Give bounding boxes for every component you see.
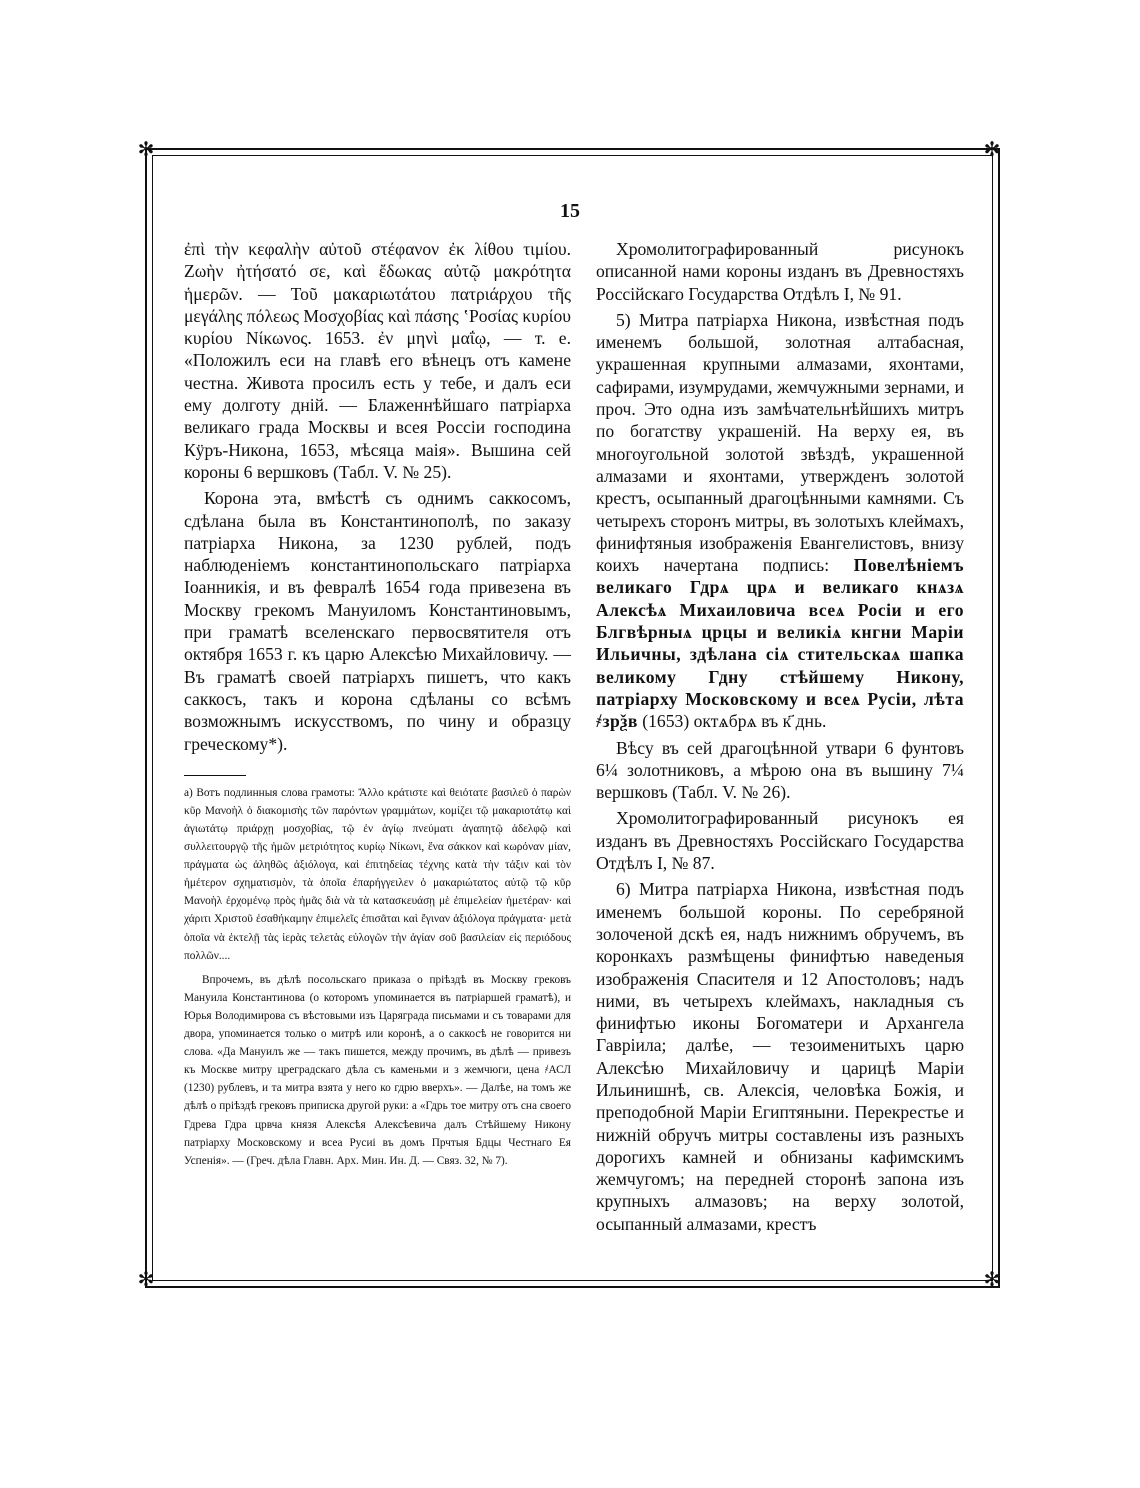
paragraph: Вѣсу въ сей драгоцѣнной утвари 6 фунтовъ 6¼ золотниковъ, а мѣрою она въ вышину 7¼ вершковъ (Табл. V. № 26). xyxy=(596,737,964,803)
page-number: 15 xyxy=(560,200,580,222)
paragraph: Хромолитографированный рисунокъ описанной нами короны изданъ въ Древностяхъ Россійскаго Государства Отдѣлъ I, № 91. xyxy=(596,239,964,304)
paragraph: ἐπὶ τὴν κεφαλὴν αὐτοῦ στέφανον ἐκ λίθου τιμίου. Ζωὴν ἠτήσατό σε, καὶ ἔδωκας αὐτῷ μακρότητα ἡμερῶν. — Τοῦ μακαριωτάτου πατριάρχου τῆς μεγάλης πόλεως Μοσχοβίας καὶ πάσης ʽΡοσίας κυρίου κυρίου Νίκωνος. 1653. ἐν μηνὶ μαΐῳ, — т. е. «Положилъ еси на главѣ его вѣнецъ отъ камене честна. Живота просилъ есть у тебе, и далъ еси ему долготу дній. — Блаженнѣйшаго патріарха великаго града Москвы и всея Россіи господина Кӱръ-Никона, 1653, мѣсяца маія». Вышина сей короны 6 вершковъ (Табл. V. № 25). xyxy=(184,239,571,482)
corner-ornament-icon: ✻ xyxy=(137,137,155,161)
corner-ornament-icon: ✻ xyxy=(983,1267,1001,1291)
footnotes xyxy=(184,784,571,1170)
paragraph-text: (1653) октѧбрѧ въ к҃ днь. xyxy=(642,711,827,732)
paragraph-text: 5) Митра патріарха Никона, извѣстная подъ именемъ большой, золотная алтабасная, украшенная крупными алмазами, яхонтами, сафирами, изумрудами, жемчужными зернами, и проч. Это одна изъ замѣчательнѣйшихъ митръ по богатству украшеній. На верху ея, въ многоугольной золотой звѣздѣ, украшенной алмазами и яхонтами, утвержденъ золотой крестъ, осыпанный драгоцѣнными камнями. Съ четырехъ сторонъ митры, въ золотыхъ клеймахъ, финифтяныя изображенія Евангелистовъ, внизу коихъ начертана подпись: xyxy=(596,309,964,576)
left-body xyxy=(184,238,571,755)
paragraph xyxy=(596,309,964,733)
paragraph: 6) Митра патріарха Никона, извѣстная подъ именемъ большой короны. По серебряной золоченой дскѣ ея, надъ нижнимъ обручемъ, въ коронкахъ размѣщены финифтью наведеныя изображенія Спасителя и 12 Апостоловъ; надъ ними, въ четырехъ клеймахъ, накладныя съ финифтью иконы Богоматери и Архангела Гавріила; далѣе, — тезоименитыхъ царю Алексѣю Михайловичу и царицѣ Маріи Ильинишнѣ, св. Алексія, человѣка Божія, и преподобной Маріи Египтяныни. Перекрестье и нижній обручъ митры составлены изъ разныхъ дорогихъ камней и обнизаны кафимскимъ жемчугомъ; на передней сторонѣ запона изъ крупныхъ алмазовъ; на верху золотой, осыпанный алмазами, крестъ xyxy=(596,879,964,1234)
paragraph: Корона эта, вмѣстѣ съ однимъ саккосомъ, сдѣлана была въ Константинополѣ, по заказу патріарха Никона, за 1230 рублей, подъ наблюденіемъ константинопольскаго патріарха Іоанникія, и въ февралѣ 1654 года привезена въ Москву грекомъ Мануиломъ Константиновымъ, при граматѣ вселенскаго первосвятителя отъ октября 1653 г. къ царю Алексѣю Михайловичу. — Въ граматѣ своей патріархъ пишетъ, что какъ саккосъ, такъ и корона сдѣланы со всѣмъ возможнымъ искусствомъ, по чину и образцу греческому*). xyxy=(184,488,571,754)
footnote: а) Вотъ подлинныя слова грамоты: Ἄλλο κράτιστε καὶ θειότατε βασιλεῦ ὁ παρὼν κῦρ Μανοὴλ ὁ διακομισὴς τῶν παρόντων γραμμάτων, κομίζει τῷ μακαριοτάτῳ καὶ ἁγιωτάτῳ πριάρχῃ μοσχοβίας, τῷ ἐν ἁγίῳ πνεύματι ἀγαπητῷ ἀδελφῷ καὶ συλλειτουργῷ τῆς ἡμῶν μετριότητος κυρίῳ Νίκωνι, ἕνα σάκκον καὶ κωρόναν μίαν, πράγματα ὡς ἀληθῶς ἀξιόλογα, καὶ ἐπιτηδείας τέχνης κατὰ τὴν τάξιν καὶ τὸν ἡμέτερον σχηματισμὸν, τὰ ὁποῖα ἐπαρήγγειλεν ὁ μακαριώτατος αὐτῷ τῷ κῦρ Μανοὴλ ἐρχομένῳ πρὸς ἡμᾶς διὰ νὰ τὰ κατασκευάσῃ μὲ ἐπιμελείαν ἡμετέραν· καὶ χάριτι Χριστοῦ ἐσαθήκαμην ἐπιμελεῖς ἐπισᾶται καὶ ἔγιναν ἀξιόλογα πράγματα· μετὰ ὁποῖα νὰ ἐκτελῇ τὰς ἱερὰς τελετὰς εὐλογῶν τὴν ἁγίαν σοῦ βασιλείαν εἰς περιόδους πολλῶν.... xyxy=(184,786,571,962)
slavonic-inscription: Повелѣніемъ великаго Гдрѧ црѧ и великаго кнѧзѧ Алексѣѧ Михаиловича всеѧ Росіи и его Блгвѣрныѧ црцы и великіѧ кнгни Маріи Ильичны, здѣлана сіѧ стительскаѧ шапка великому Гдну стѣйшему Никону, патріарху Московскому и всеѧ Русіи, лѣта ҂зрѯв xyxy=(596,555,964,732)
right-body xyxy=(596,238,964,1235)
left-column xyxy=(184,238,571,1170)
footnote-divider xyxy=(184,775,246,776)
footnote: Впрочемъ, въ дѣлѣ посольскаго приказа о пріѣздѣ въ Москву грековъ Мануила Константинова (о которомъ упоминается въ патріаршей граматѣ), и Юрья Володимирова съ вѣстовыми изъ Царяграда письмами и съ товарами для двора, упоминается только о митрѣ или коронѣ, а о саккосѣ не говорится ни слова. «Да Мануилъ же — такъ пишется, между прочимъ, въ дѣлѣ — привезъ къ Москве митру цреградскаго дѣла съ каменьми и з жемчюги, цена ҂АСЛ (1230) рублевъ, и та митра взята у него ко гдрю вверхъ». — Далѣе, на томъ же дѣлѣ о пріѣздѣ грековъ приписка другой руки: а «Гдрь тое митру отъ сна своего Гдрева Гдра црвча князя Алексѣя Алексѣевича далъ Стѣйшему Никону патріарху Московскому и всеа Русиі въ домъ Прчтыя Бдцы Честнаго Ея Успенія». — (Греч. дѣла Главн. Арх. Мин. Ин. Д. — Связ. 32, № 7). xyxy=(184,973,571,1167)
paragraph: Хромолитографированный рисунокъ ея изданъ въ Древностяхъ Россійскаго Государства Отдѣлъ I, № 87. xyxy=(596,808,964,874)
right-column xyxy=(596,238,964,1235)
corner-ornament-icon: ✻ xyxy=(137,1267,155,1291)
corner-ornament-icon: ✻ xyxy=(983,137,1001,161)
